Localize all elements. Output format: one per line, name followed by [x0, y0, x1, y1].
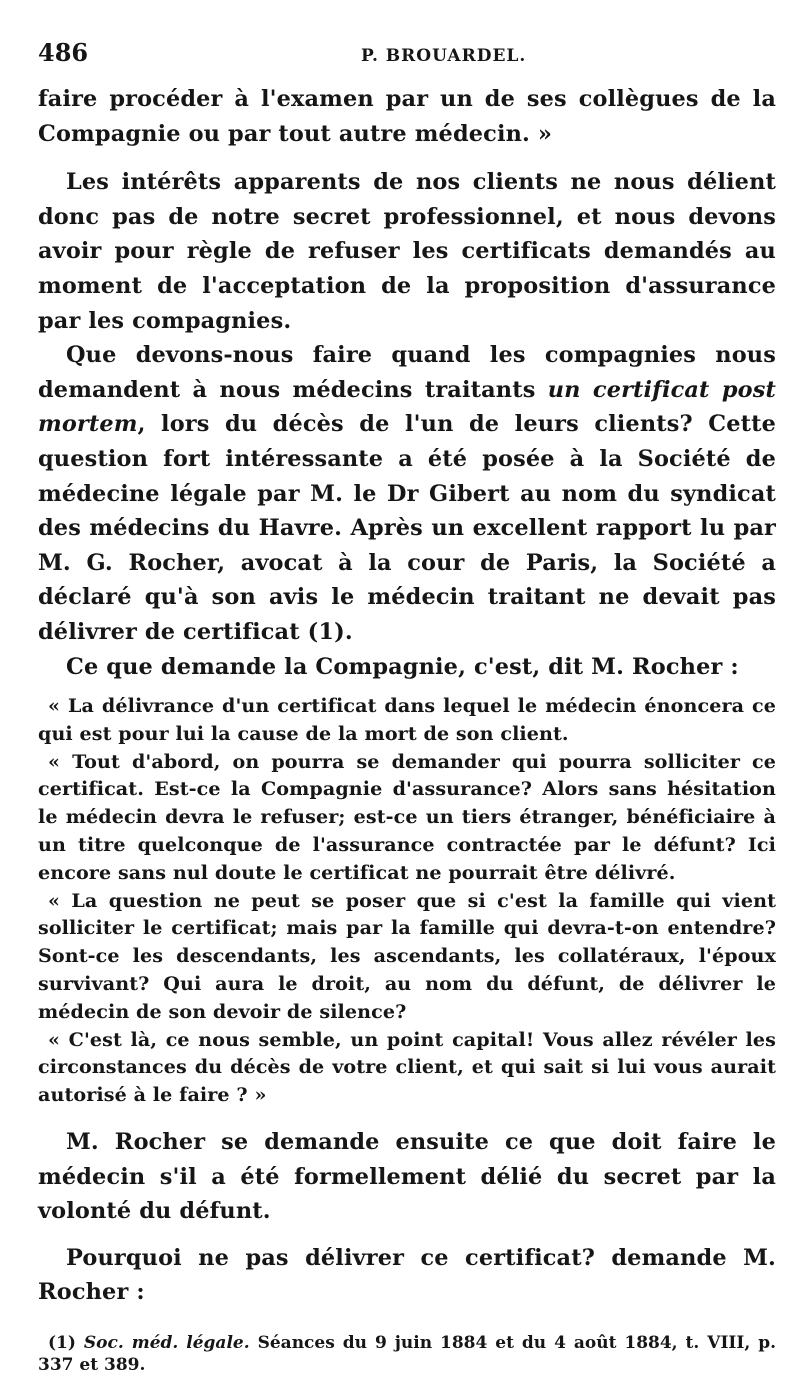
footnote	[38, 1332, 776, 1376]
main-text	[38, 82, 776, 684]
page-header	[38, 38, 776, 82]
quote-paragraph: « La question ne peut se poser que si c'est la famille qui vient solliciter le certificat; mais par la famille qui devra-t-on entendre? Sont-ce les descendants, les ascendants, les collatéraux, l'époux survivant? Qui aura le droit, au nom du défunt, de délivrer le médecin de son devoir de silence?	[38, 888, 776, 1023]
block-quote	[38, 692, 776, 1109]
quote-paragraph: « C'est là, ce nous semble, un point capital! Vous allez révéler les circonstances du décès de votre client, et qui sait si lui vous aurait autorisé à le faire ? »	[38, 1027, 776, 1107]
quote-paragraph: « Tout d'abord, on pourra se demander qui pourra solliciter ce certificat. Est-ce la Compagnie d'assurance? Alors sans hésitation le médecin devra le refuser; est-ce un tiers étranger, bénéficiaire à un titre quelconque de l'assurance contractée par le défunt? Ici encore sans nul doute le certificat ne pourrait être délivré.	[38, 749, 776, 884]
paragraph-continuation: faire procéder à l'examen par un de ses collègues de la Compagnie ou par tout autre médecin. »	[38, 86, 776, 147]
paragraph: M. Rocher se demande ensuite ce que doit faire le médecin s'il a été formellement délié du secret par la volonté du défunt.	[38, 1129, 776, 1225]
paragraph-text: Que devons-nous faire quand les compagnies nous demandent à nous médecins traitants	[38, 342, 776, 403]
footnote-source: Soc. méd. légale.	[83, 1333, 250, 1354]
page-number: 486	[38, 38, 89, 67]
paragraph-text: , lors du décès de l'un de leurs clients? Cette question fort intéressante a été posée à la Société de médecine légale par M. le Dr Gibert au nom du syndicat des médecins du Havre. Après un excellent rapport lu par M. G. Rocher, avocat à la cour de Paris, la Société a déclaré qu'à son avis le médecin traitant ne devait pas délivrer de certificat (1).	[38, 411, 776, 645]
paragraph: Pourquoi ne pas délivrer ce certificat? demande M. Rocher :	[38, 1244, 776, 1306]
footnote-marker: (1)	[48, 1333, 84, 1354]
running-head: P. BROUARDEL.	[361, 46, 527, 66]
paragraph: Ce que demande la Compagnie, c'est, dit M. Rocher :	[66, 653, 739, 680]
main-text-continued	[38, 1125, 776, 1310]
italic-phrase: un certificat post mortem	[38, 376, 776, 438]
quote-paragraph: « La délivrance d'un certificat dans lequel le médecin énoncera ce qui est pour lui la cause de la mort de son client.	[38, 694, 776, 745]
paragraph: Les intérêts apparents de nos clients ne nous délient donc pas de notre secret professionnel, et nous devons avoir pour règle de refuser les certificats demandés au moment de l'acceptation de la proposition d'assurance par les compagnies.	[38, 169, 776, 334]
footnote-text: Séances du 9 juin 1884 et du 4 août 1884, t. VIII, p. 337 et 389.	[38, 1333, 776, 1376]
paragraph	[38, 338, 776, 649]
